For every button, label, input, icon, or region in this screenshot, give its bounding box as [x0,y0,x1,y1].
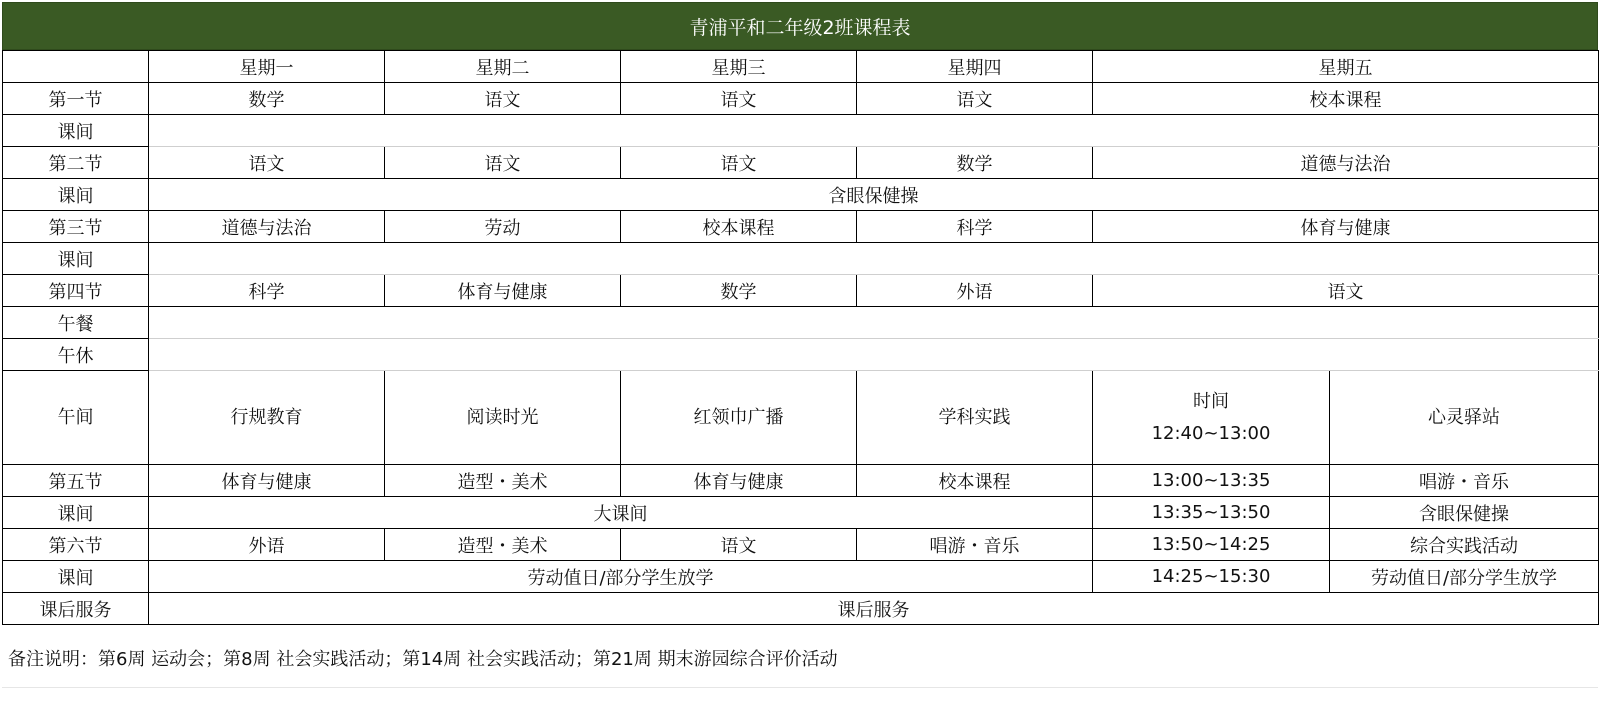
table-row [3,593,1599,625]
row-label: 课间 [3,115,149,147]
subject-cell: 体育与健康 [385,275,621,307]
activity-cell: 学科实践 [857,371,1093,465]
subject-cell: 校本课程 [857,465,1093,497]
subject-cell: 校本课程 [1093,83,1599,115]
day-header: 星期五 [1093,51,1599,83]
timetable-title: 青浦平和二年级2班课程表 [2,2,1598,50]
row-label: 课间 [3,179,149,211]
subject-cell: 数学 [857,147,1093,179]
break-cell: 含眼保健操 [149,179,1599,211]
time-range: 12:40~13:00 [1151,422,1271,444]
time-range: 13:00~13:35 [1093,465,1330,497]
break-cell: 大课间 [149,497,1093,529]
day-header: 星期一 [149,51,385,83]
day-header: 星期四 [857,51,1093,83]
table-row [3,275,1599,307]
row-label: 第三节 [3,211,149,243]
table-row [3,147,1599,179]
row-label: 第二节 [3,147,149,179]
row-label: 第六节 [3,529,149,561]
subject-cell: 体育与健康 [149,465,385,497]
friday-activity-cell: 含眼保健操 [1330,497,1599,529]
subject-cell: 语文 [149,147,385,179]
table-row [3,115,1599,147]
table-row [3,561,1599,593]
activity-cell: 行规教育 [149,371,385,465]
friday-activity-cell: 劳动值日/部分学生放学 [1330,561,1599,593]
table-row [3,465,1599,497]
time-range: 13:35~13:50 [1093,497,1330,529]
activity-cell: 阅读时光 [385,371,621,465]
corner-cell [3,51,149,83]
subject-cell: 体育与健康 [621,465,857,497]
activity-cell: 红领巾广播 [621,371,857,465]
time-range: 14:25~15:30 [1093,561,1330,593]
row-label: 午间 [3,371,149,465]
break-cell: 劳动值日/部分学生放学 [149,561,1093,593]
subject-cell: 造型・美术 [385,465,621,497]
subject-cell: 语文 [857,83,1093,115]
empty-cell [149,243,1599,275]
friday-activity-cell: 综合实践活动 [1330,529,1599,561]
table-row [3,179,1599,211]
row-label: 第四节 [3,275,149,307]
after-school-cell: 课后服务 [149,593,1599,625]
row-label: 课间 [3,497,149,529]
subject-cell: 劳动 [385,211,621,243]
subject-cell: 体育与健康 [1093,211,1599,243]
subject-cell: 语文 [385,83,621,115]
subject-cell: 校本课程 [621,211,857,243]
row-label: 课间 [3,561,149,593]
table-row [3,211,1599,243]
empty-cell [149,115,1599,147]
subject-cell: 道德与法治 [1093,147,1599,179]
empty-cell [149,339,1599,371]
subject-cell: 外语 [149,529,385,561]
friday-activity-cell: 唱游・音乐 [1330,465,1599,497]
subject-cell: 语文 [621,83,857,115]
table-row [3,83,1599,115]
subject-cell: 数学 [149,83,385,115]
schedule-table [2,50,1599,625]
subject-cell: 语文 [385,147,621,179]
subject-cell: 造型・美术 [385,529,621,561]
row-label: 第一节 [3,83,149,115]
subject-cell: 语文 [621,147,857,179]
row-label: 第五节 [3,465,149,497]
table-row [3,529,1599,561]
subject-cell: 外语 [857,275,1093,307]
subject-cell: 语文 [1093,275,1599,307]
row-label: 课间 [3,243,149,275]
time-heading: 时间 [1193,390,1229,412]
table-row [3,497,1599,529]
empty-cell [149,307,1599,339]
table-row [3,371,1599,465]
subject-cell: 道德与法治 [149,211,385,243]
subject-cell: 语文 [621,529,857,561]
table-row [3,339,1599,371]
subject-cell: 唱游・音乐 [857,529,1093,561]
day-header: 星期二 [385,51,621,83]
time-range: 13:50~14:25 [1093,529,1330,561]
day-header: 星期三 [621,51,857,83]
subject-cell: 科学 [149,275,385,307]
remarks-note: 备注说明：第6周 运动会；第8周 社会实践活动；第14周 社会实践活动；第21周 期末游园综合评价活动 [2,628,1598,688]
time-cell [1093,371,1330,465]
row-label: 午休 [3,339,149,371]
friday-activity-cell: 心灵驿站 [1330,371,1599,465]
row-label: 午餐 [3,307,149,339]
table-row [3,307,1599,339]
subject-cell: 科学 [857,211,1093,243]
subject-cell: 数学 [621,275,857,307]
header-row [3,51,1599,83]
timetable [2,2,1598,625]
row-label: 课后服务 [3,593,149,625]
table-row [3,243,1599,275]
